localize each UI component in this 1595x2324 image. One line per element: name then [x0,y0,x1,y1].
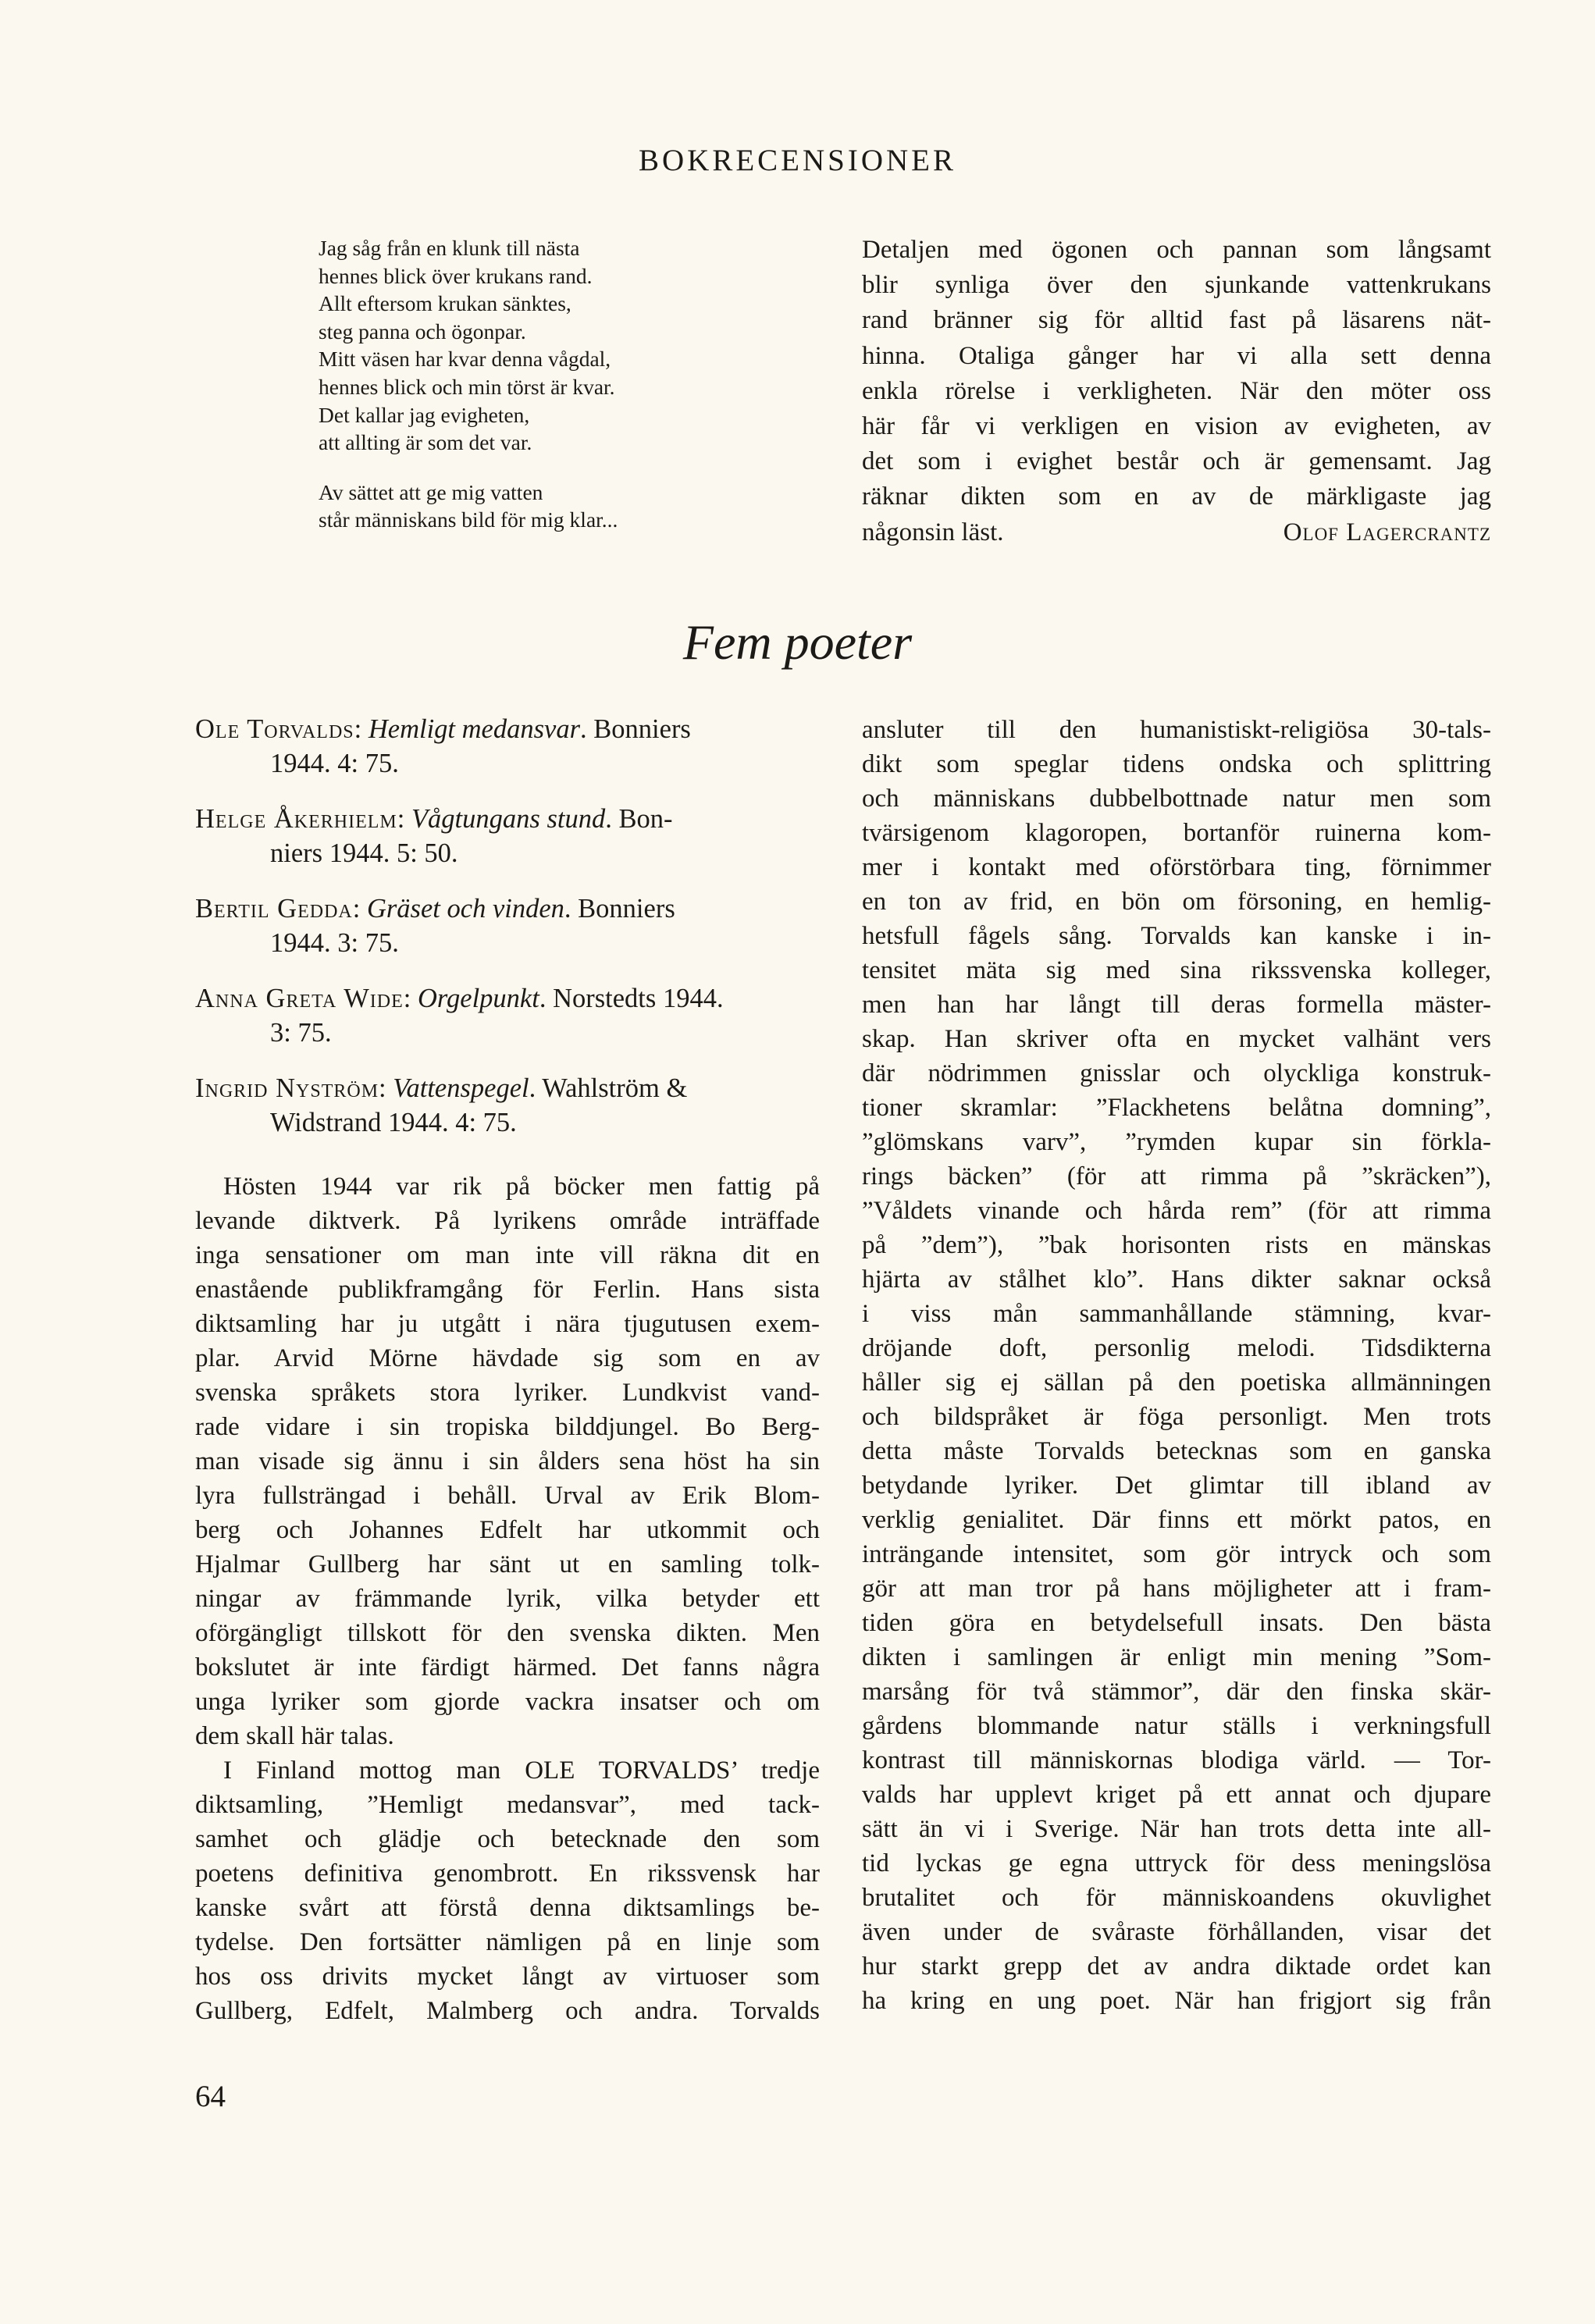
text-line: enastående publikframgång för Ferlin. Hans sista [195,1276,820,1304]
book-publisher: Bon- [618,804,673,834]
review-body-right-column [862,713,1491,2018]
text-line: detta måste Torvalds betecknas som en ganska [862,1437,1491,1465]
text-line: hinna. Otaliga gånger har vi alla sett denna [862,341,1491,370]
text-line: tiden göra en betydelsefull insats. Den bästa [862,1609,1491,1637]
poem-stanza [319,479,818,534]
bibliography-list [195,712,820,1161]
text-line: det som i evighet består och är gemensamt. Jag [862,447,1491,476]
poem-line: steg panna och ögonpar. [319,319,526,343]
text-line: Detaljen med ögonen och pannan som långsamt [862,236,1491,264]
text-line: någonsin läst. [862,518,1004,546]
text-line: hur starkt grepp det av andra diktade ordet kan [862,1952,1491,1981]
text-line: räknar dikten som en av de märkligaste jag [862,482,1491,511]
bibliography-entry: Anna Greta Wide: Orgelpunkt. Norstedts 1944. 3: 75. [195,984,724,1048]
text-line: enkla rörelse i verkligheten. När den möter oss [862,376,1491,405]
text-line: Hjalmar Gullberg har sänt ut en samling tolk- [195,1550,820,1578]
text-line: dem skall här talas. [195,1722,394,1750]
text-line: där nödrimmen gnisslar och olyckliga konstruk- [862,1059,1491,1087]
text-line: lyra fullsträngad i behåll. Urval av Erik Blom- [195,1482,820,1510]
text-line: och människans dubbelbottnade natur men som [862,785,1491,813]
poem-line: Av sättet att ge mig vatten [319,479,543,504]
poem-line: Mitt väsen har kvar denna vågdal, [319,347,611,372]
text-line: hetsfull fågels sång. Torvalds kan kanske i in- [862,922,1491,950]
text-line: I Finland mottog man OLE TORVALDS’ tredje [223,1756,820,1785]
book-year-price: niers 1944. 5: 50. [270,838,458,868]
book-title: Hemligt medansvar [368,714,581,744]
poem-line: hennes blick över krukans rand. [319,263,593,288]
text-line-with-signature [862,515,1491,550]
text-line: här får vi verkligen en vision av evigheten, av [862,412,1491,441]
bibliography-entry: Bertil Gedda: Gräset och vinden. Bonniers 1944. 3: 75. [195,894,675,958]
reviewer-signature: Olof Lagercrantz [1283,518,1491,546]
text-line: skap. Han skriver ofta en mycket valhänt vers [862,1025,1491,1053]
poem-line: Det kallar jag evigheten, [319,402,530,427]
book-author: Ingrid Nyström [195,1073,379,1103]
poem-stanza [319,234,818,457]
text-line: dröjande doft, personlig melodi. Tidsdikterna [862,1334,1491,1362]
book-author: Anna Greta Wide [195,984,404,1013]
text-line: ”Våldets vinande och hårda rem” (för att rimma [862,1197,1491,1225]
text-line: oförgängligt tillskott för den svenska dikten. Men [195,1619,820,1647]
text-line: diktsamling har ju utgått i nära tjugutusen exem- [195,1310,820,1338]
text-line: Hösten 1944 var rik på böcker men fattig på [223,1173,820,1201]
text-line: betydande lyriker. Det glimtar till ibland av [862,1472,1491,1500]
text-line: brutalitet och för människoandens okuvlighet [862,1884,1491,1912]
text-line: rade vidare i sin tropiska bilddjungel. Bo Berg- [195,1413,820,1441]
text-line: Gullberg, Edfelt, Malmberg och andra. Torvalds [195,1997,820,2025]
book-title: Orgelpunkt [417,984,539,1013]
text-line: rand bränner sig för alltid fast på läsarens nät- [862,306,1491,335]
text-line: hjärta av stålhet klo”. Hans dikter saknar också [862,1265,1491,1294]
poem-line: står människans bild för mig klar... [319,507,618,532]
previous-review-ending [862,233,1491,550]
running-head: BOKRECENSIONER [638,144,957,177]
text-line: kanske svårt att förstå denna diktsamlings be- [195,1894,820,1922]
text-line: håller sig ej sällan på den poetiska allmänningen [862,1368,1491,1397]
book-year-price: 3: 75. [270,1018,332,1048]
bibliography-entry: Helge Åkerhielm: Vågtungans stund. Bon- niers 1944. 5: 50. [195,804,673,868]
page-number: 64 [195,2080,226,2113]
text-line: plar. Arvid Mörne hävdade sig som en av [195,1344,820,1372]
text-line: gårdens blommande natur ställs i verkningsfull [862,1712,1491,1740]
text-line: unga lyriker som gjorde vackra insatser och om [195,1688,820,1716]
book-title: Vågtungans stund [411,804,606,834]
poem-line: Jag såg från en klunk till nästa [319,236,580,260]
text-line: samhet och glädje och betecknade den som [195,1825,820,1853]
text-line: tioner skramlar: ”Flackhetens belåtna domning”, [862,1094,1491,1122]
book-title: Gräset och vinden [366,894,564,924]
review-body-left-column [195,1169,820,2028]
text-line: bokslutet är inte färdigt härmed. Det fanns några [195,1653,820,1682]
text-line: även under de svåraste förhållanden, visar det [862,1918,1491,1946]
text-line: berg och Johannes Edfelt har utkommit och [195,1516,820,1544]
text-line: poetens definitiva genombrott. En rikssvensk har [195,1860,820,1888]
poem-line: att allting är som det var. [319,430,532,455]
text-line: hos oss drivits mycket långt av virtuoser som [195,1963,820,1991]
text-line: sätt än vi i Sverige. När han trots detta inte all- [862,1815,1491,1843]
text-line: och bildspråket är föga personligt. Men trots [862,1403,1491,1431]
text-line: valds har upplevt kriget på ett annat och djupare [862,1781,1491,1809]
book-publisher: Bonniers [593,714,691,744]
text-line: ”glömskans varv”, ”rymden kupar sin förkla- [862,1128,1491,1156]
text-line: ningar av främmande lyrik, vilka betyder ett [195,1585,820,1613]
text-line: marsång för två stämmor”, där den finska skär- [862,1678,1491,1706]
text-line: man visade sig ännu i sin ålders sena höst ha sin [195,1447,820,1475]
text-line: diktsamling, ”Hemligt medansvar”, med tack- [195,1791,820,1819]
poem-excerpt [319,234,818,556]
text-line: levande diktverk. På lyrikens område inträffade [195,1207,820,1235]
book-year-price: 1944. 4: 75. [270,749,399,778]
text-line: tvärsigenom klagoropen, bortanför ruinerna kom- [862,819,1491,847]
poem-line: Allt eftersom krukan sänktes, [319,291,571,316]
book-year-price: 1944. 3: 75. [270,928,399,958]
text-line: kontrast till människornas blodiga värld. — Tor- [862,1746,1491,1774]
text-line: tid lyckas ge egna uttryck för dess meningslösa [862,1849,1491,1877]
text-line: på ”dem”), ”bak horisonten rists en mänskas [862,1231,1491,1259]
text-line: inga sensationer om man inte vill räkna dit en [195,1241,820,1269]
book-publisher: Wahlström & [542,1073,688,1103]
text-line: gör att man tror på hans möjligheter att i fram- [862,1575,1491,1603]
book-author: Ole Torvalds [195,714,354,744]
section-title: Fem poeter [682,614,913,670]
book-publisher: Norstedts 1944. [553,984,724,1013]
book-author: Bertil Gedda [195,894,353,924]
book-publisher: Bonniers [578,894,675,924]
text-line: inträngande intensitet, som gör intryck och som [862,1540,1491,1568]
poem-line: hennes blick och min törst är kvar. [319,374,615,399]
text-line: mer i kontakt med oförstörbara ting, förnimmer [862,853,1491,881]
bibliography-entry: Ole Torvalds: Hemligt medansvar. Bonniers 1944. 4: 75. [195,714,691,778]
text-line: ansluter till den humanistiskt-religiösa 30-tals- [862,716,1491,744]
book-year-price: Widstrand 1944. 4: 75. [270,1108,517,1137]
book-author: Helge Åkerhielm [195,804,397,834]
text-line: blir synliga över den sjunkande vattenkrukans [862,271,1491,300]
text-line: tensitet mäta sig med sina rikssvenska kolleger, [862,956,1491,984]
bibliography-entry: Ingrid Nyström: Vattenspegel. Wahlström & Widstrand 1944. 4: 75. [195,1073,688,1137]
text-line: dikt som speglar tidens ondska och splittring [862,750,1491,778]
text-line: men han har långt till deras formella mäster- [862,991,1491,1019]
text-line: tydelse. Den fortsätter nämligen på en linje som [195,1928,820,1956]
text-line: i viss mån sammanhållande stämning, kvar- [862,1300,1491,1328]
text-line: dikten i samlingen är enligt min mening ”Som- [862,1643,1491,1671]
text-line: ha kring en ung poet. När han frigjort sig från [862,1987,1491,2015]
text-line: rings bäcken” (för att rimma på ”skräcken”), [862,1162,1491,1190]
text-line: verklig genialitet. Där finns ett mörkt patos, en [862,1506,1491,1534]
book-title: Vattenspegel [393,1073,529,1103]
text-line: en ton av frid, en bön om försoning, en hemlig- [862,888,1491,916]
text-line: svenska språkets stora lyriker. Lundkvist vand- [195,1379,820,1407]
